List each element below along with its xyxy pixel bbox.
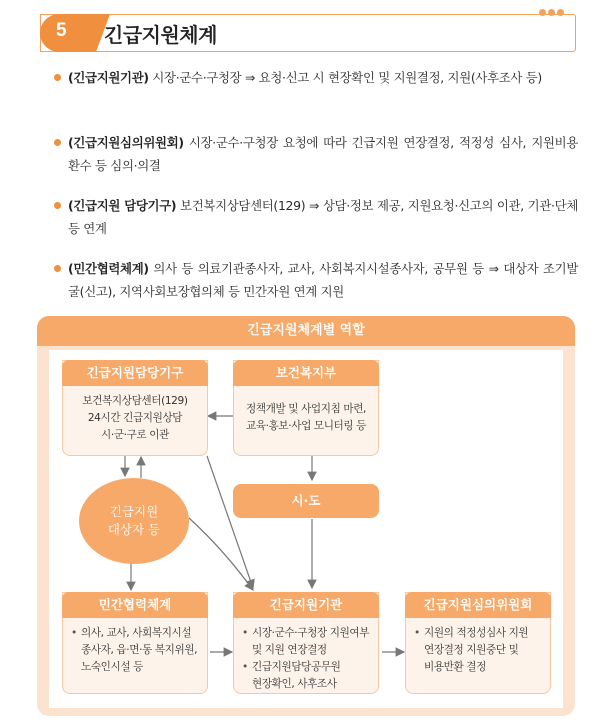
circle-line: 긴급지원: [109, 504, 159, 519]
node-line: 종사자, 읍·면·동 복지위원,: [81, 644, 198, 656]
bullet-term: (긴급지원기관): [68, 70, 149, 85]
role-diagram: [37, 316, 575, 716]
bullet-body: 보건복지상담센터(129) ⇒ 상담·정보 제공, 지원요청·신고의 이관, 기관·단체 등 연계: [68, 198, 578, 236]
bullet-term: (긴급지원심의위원회): [68, 135, 184, 150]
bullet-term: (민간협력체계): [68, 261, 149, 276]
node-line: 연장결정 지원중단 및: [424, 644, 519, 656]
node-line: • 시장·군수·구청장 지원여부: [242, 625, 372, 642]
node-title: 긴급지원심의위원회: [405, 592, 551, 618]
decorative-dots-icon: [539, 9, 565, 16]
node-line: 비용반환 결정: [424, 661, 486, 673]
node-line: • 의사, 교사, 사회복지시설: [71, 625, 201, 642]
node-title: 긴급지원기관: [233, 592, 379, 618]
bullet-term: (긴급지원 담당기구): [68, 198, 177, 213]
node-target-circle: [79, 478, 189, 564]
node-line: 현장확인, 사후조사: [252, 678, 337, 690]
node-line: • 긴급지원담당공무원: [242, 659, 372, 676]
bullet-review-committee: [54, 131, 578, 177]
section-title: 긴급지원체계: [104, 23, 217, 47]
bullet-emergency-agency: [54, 66, 578, 89]
node-private-cooperation: [62, 592, 208, 694]
bullet-private-cooperation: [54, 257, 578, 303]
node-review-committee: [405, 592, 551, 694]
node-line: 및 지원 연장결정: [252, 644, 327, 656]
node-line: 보건복지상담센터(129): [82, 395, 188, 407]
bullet-dot-icon: [54, 74, 61, 81]
node-line: 노숙인시설 등: [81, 661, 143, 673]
node-ministry: [233, 360, 379, 456]
bullet-body: 의사 등 의료기관종사자, 교사, 사회복지시설종사자, 공무원 등 ⇒ 대상자 조기발굴(신고), 지역사회보장협의체 등 민간자원 연계 지원: [68, 261, 578, 299]
diagram-canvas: [49, 350, 563, 708]
diagram-title: 긴급지원체계별 역할: [37, 316, 575, 346]
bullet-support-desk: [54, 194, 578, 240]
node-line: 정책개발 및 사업지침 마련,: [245, 403, 367, 415]
node-title: 민간협력체계: [62, 592, 208, 618]
node-line: 교육·홍보·사업 모니터링 등: [245, 420, 367, 432]
node-line: 시·군·구로 이관: [101, 429, 169, 441]
node-emergency-desk: [62, 360, 208, 456]
node-emergency-agency: [233, 592, 379, 694]
node-line: 24시간 긴급지원상담: [87, 412, 183, 424]
circle-line: 대상자 등: [107, 522, 161, 537]
node-line: • 지원의 적정성심사 지원: [414, 625, 544, 642]
bullet-dot-icon: [54, 265, 61, 272]
section-number: 5: [56, 20, 67, 41]
bullet-body: 시장·군수·구청장 ⇒ 요청·신고 시 현장확인 및 지원결정, 지원(사후조사 등): [148, 70, 542, 85]
bullet-dot-icon: [54, 139, 61, 146]
bullet-dot-icon: [54, 202, 61, 209]
arrow-target-to-agency: [189, 518, 253, 590]
section-number-badge: [40, 14, 96, 52]
node-sido: 시·도: [233, 484, 379, 518]
node-title: 보건복지부: [233, 360, 379, 386]
node-title: 긴급지원담당기구: [62, 360, 208, 386]
arrow-desk-to-agency: [207, 456, 253, 588]
bullet-body: 시장·군수·구청장 요청에 따라 긴급지원 연장결정, 적정성 심사, 지원비용 환수 등 심의·의결: [68, 135, 578, 173]
